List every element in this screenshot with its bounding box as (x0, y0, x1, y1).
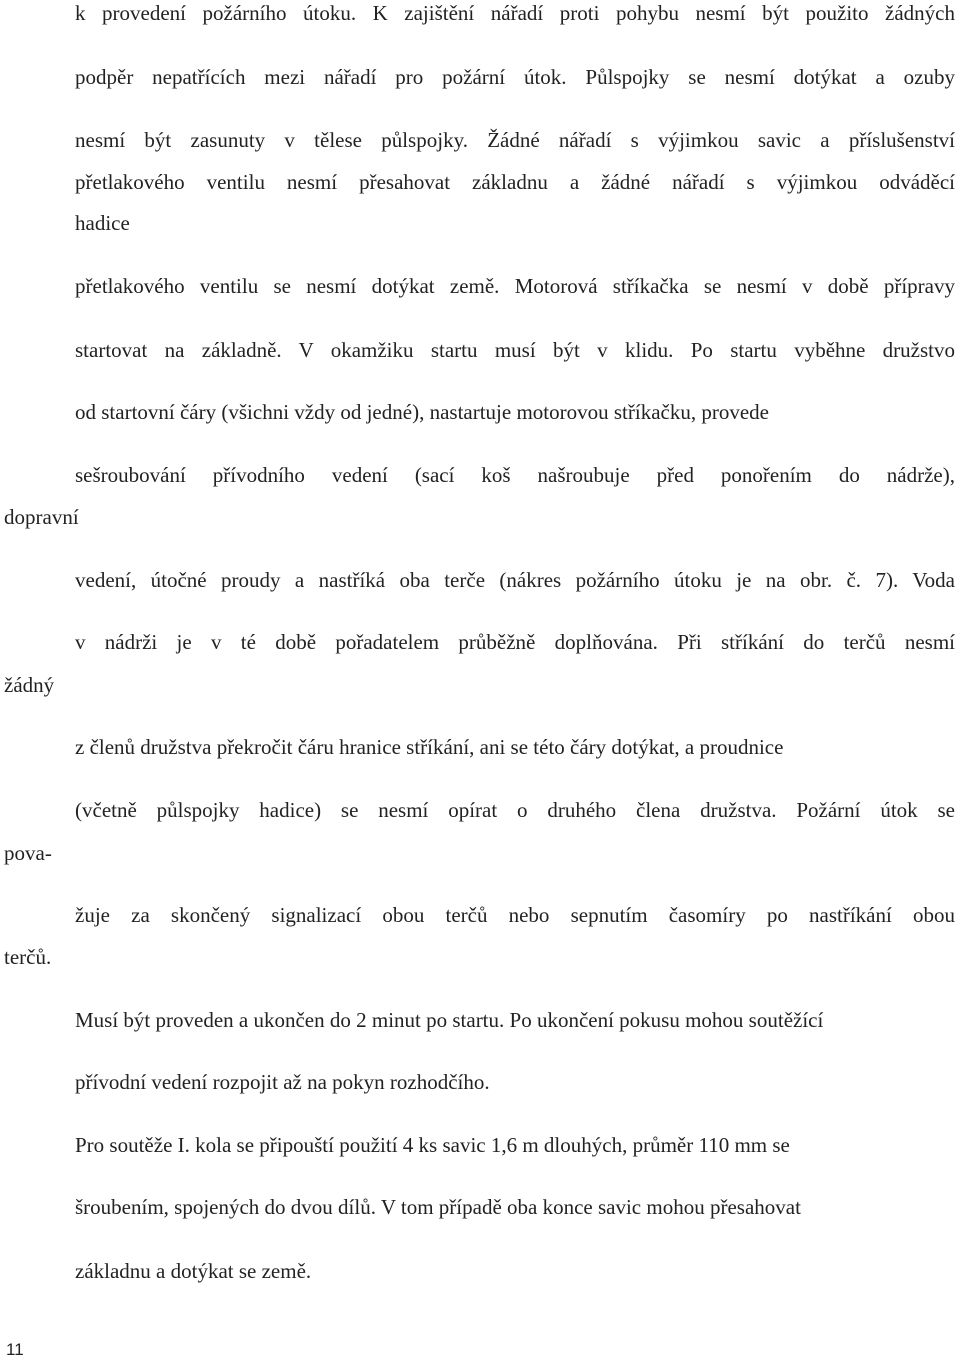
text-line: vedení, útočné proudy a nastříká oba terče (nákres požárního útoku je na obr. č. 7). Voda (75, 568, 955, 592)
text-line: dopravní (4, 505, 79, 529)
text-line: sešroubování přívodního vedení (sací koš našroubuje před ponořením do nádrže), (75, 463, 955, 487)
text-line: od startovní čáry (všichni vždy od jedné), nastartuje motorovou stříkačku, provede (75, 400, 769, 424)
page-number: 11 (6, 1340, 24, 1359)
text-line: Musí být proveden a ukončen do 2 minut po startu. Po ukončení pokusu mohou soutěžící (75, 1008, 824, 1032)
text-line: základnu a dotýkat se země. (75, 1259, 312, 1283)
text-line: k provedení požárního útoku. K zajištění nářadí proti pohybu nesmí být použito žádných (75, 1, 955, 25)
text-line: žádný (4, 673, 55, 697)
text-line: Pro soutěže I. kola se připouští použití 4 ks savic 1,6 m dlouhých, průměr 110 mm se (75, 1133, 790, 1157)
text-line: přetlakového ventilu se nesmí dotýkat země. Motorová stříkačka se nesmí v době přípravy (75, 274, 955, 298)
text-line: hadice (75, 211, 130, 235)
text-line: startovat na základně. V okamžiku startu musí být v klidu. Po startu vyběhne družstvo (75, 338, 955, 362)
text-line: podpěr nepatřících mezi nářadí pro požární útok. Půlspojky se nesmí dotýkat a ozuby (75, 65, 955, 89)
text-line: terčů. (4, 945, 52, 969)
text-line: šroubením, spojených do dvou dílů. V tom případě oba konce savic mohou přesahovat (75, 1195, 801, 1219)
text-line: (včetně půlspojky hadice) se nesmí opírat o druhého člena družstva. Požární útok se (75, 798, 955, 822)
text-line: přetlakového ventilu nesmí přesahovat základnu a žádné nářadí s výjimkou odváděcí (75, 170, 955, 194)
text-line: nesmí být zasunuty v tělese půlspojky. Žádné nářadí s výjimkou savic a příslušenství (75, 128, 955, 152)
text-line: z členů družstva překročit čáru hranice stříkání, ani se této čáry dotýkat, a proudnice (75, 735, 784, 759)
text-line: pova- (4, 841, 52, 865)
text-line: v nádrži je v té době pořadatelem průběžně doplňována. Při stříkání do terčů nesmí (75, 630, 955, 654)
text-line: přívodní vedení rozpojit až na pokyn rozhodčího. (75, 1070, 490, 1094)
text-line: žuje za skončený signalizací obou terčů nebo sepnutím časomíry po nastříkání obou (75, 903, 955, 927)
